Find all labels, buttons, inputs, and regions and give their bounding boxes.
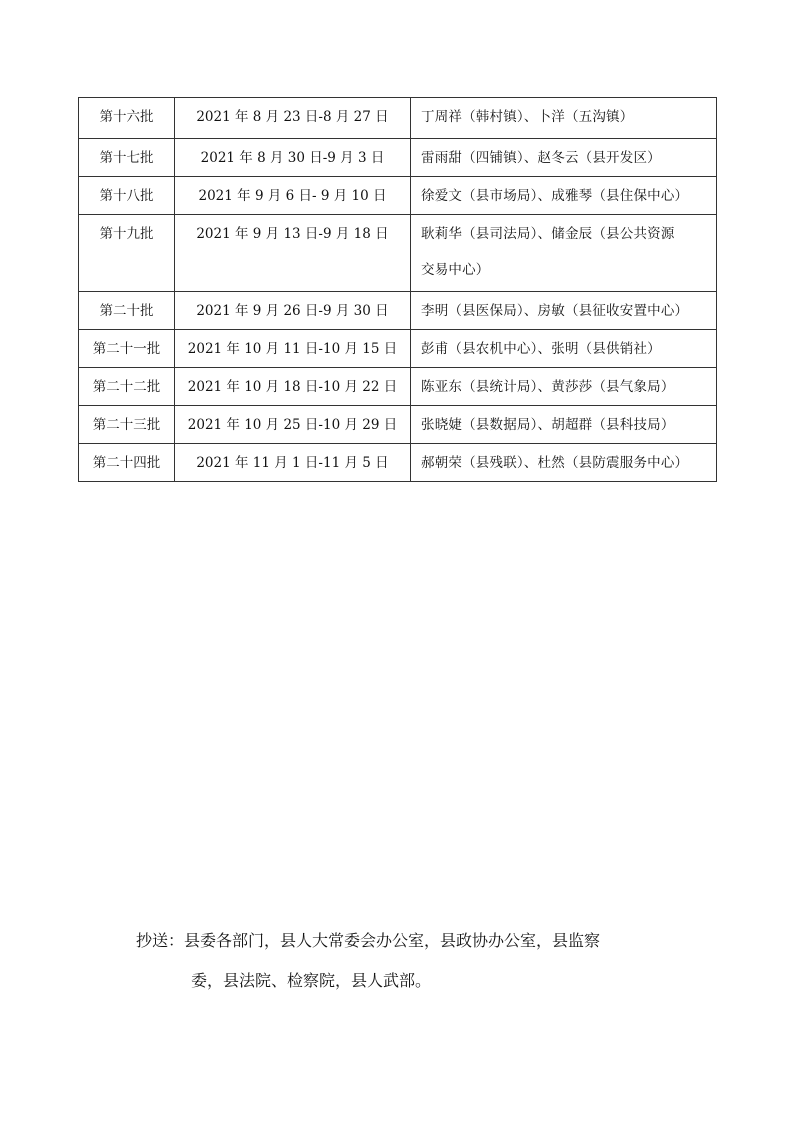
people-line: 交易中心） [421,262,490,278]
cc-line: 委，县法院、检察院，县人武部。 [191,971,432,990]
schedule-table-body [79,98,717,482]
table-row [79,444,717,482]
table-row [79,139,717,177]
table-row [79,177,717,215]
people-cell [411,330,717,368]
people-line: 雷雨甜（四铺镇）、赵冬云（县开发区） [421,150,661,166]
batch-cell: 第二十四批 [79,444,175,482]
batch-cell: 第二十批 [79,292,175,330]
schedule-table [78,97,717,482]
batch-cell: 第二十二批 [79,368,175,406]
people-cell [411,215,717,292]
people-line: 徐爱文（县市场局）、成雅琴（县住保中心） [421,188,689,204]
batch-cell: 第十九批 [79,215,175,292]
date-range-cell: 2021 年 8 月 30 日-9 月 3 日 [175,139,411,177]
date-range-cell: 2021 年 10 月 25 日-10 月 29 日 [175,406,411,444]
batch-cell: 第二十一批 [79,330,175,368]
people-line: 耿莉华（县司法局）、储金辰（县公共资源 [421,226,675,242]
people-cell [411,292,717,330]
date-range-cell: 2021 年 10 月 11 日-10 月 15 日 [175,330,411,368]
people-cell [411,406,717,444]
date-range-cell: 2021 年 11 月 1 日-11 月 5 日 [175,444,411,482]
people-line: 陈亚东（县统计局）、黄莎莎（县气象局） [421,379,675,395]
table-row [79,292,717,330]
cc-line: 抄送：县委各部门，县人大常委会办公室，县政协办公室，县监察 [136,931,601,950]
people-cell [411,444,717,482]
people-line: 郝朝荣（县残联）、杜然（县防震服务中心） [421,455,689,471]
table-row [79,98,717,139]
cc-distribution-list [136,930,696,992]
batch-cell: 第十六批 [79,98,175,139]
table-row [79,330,717,368]
people-line: 张晓婕（县数据局）、胡超群（县科技局） [421,417,675,433]
batch-cell: 第二十三批 [79,406,175,444]
people-line: 丁周祥（韩村镇）、卜洋（五沟镇） [421,109,634,125]
date-range-cell: 2021 年 9 月 26 日-9 月 30 日 [175,292,411,330]
people-line: 彭甫（县农机中心）、张明（县供销社） [421,341,661,357]
date-range-cell: 2021 年 9 月 13 日-9 月 18 日 [175,215,411,292]
table-row [79,406,717,444]
people-cell [411,368,717,406]
batch-cell: 第十七批 [79,139,175,177]
date-range-cell: 2021 年 10 月 18 日-10 月 22 日 [175,368,411,406]
table-row [79,368,717,406]
table-row [79,215,717,292]
date-range-cell: 2021 年 9 月 6 日- 9 月 10 日 [175,177,411,215]
people-cell [411,177,717,215]
date-range-cell: 2021 年 8 月 23 日-8 月 27 日 [175,98,411,139]
people-cell [411,139,717,177]
batch-cell: 第十八批 [79,177,175,215]
people-cell [411,98,717,139]
people-line: 李明（县医保局）、房敏（县征收安置中心） [421,303,689,319]
